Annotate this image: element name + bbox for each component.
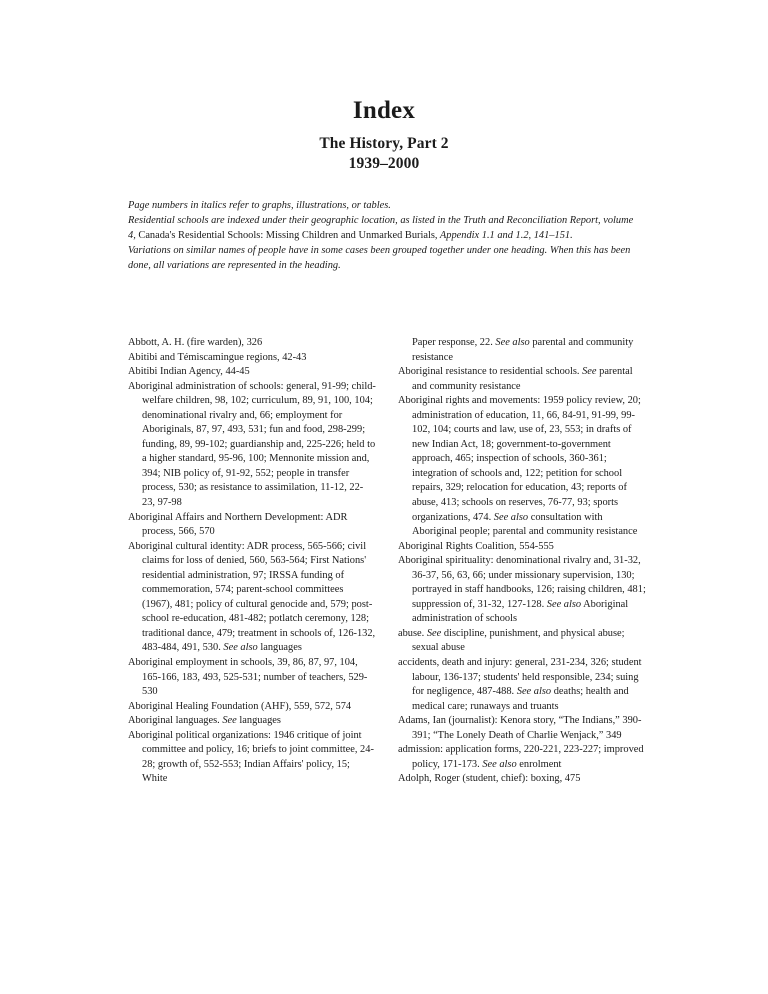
index-columns bbox=[0, 336, 768, 936]
cross-reference-marker: See also bbox=[223, 642, 258, 654]
index-entry-aboriginal-cultural-identity bbox=[128, 540, 376, 656]
index-entry-admission bbox=[398, 743, 646, 772]
index-entry-aboriginal-resistance-to-residential-schools bbox=[398, 365, 646, 394]
cross-reference-target: discipline, punishment, and physical abuse; sexual abuse bbox=[412, 627, 625, 654]
headnote bbox=[128, 198, 642, 273]
cross-reference-target: enrolment bbox=[516, 758, 562, 770]
entry-text: Aboriginal Rights Coalition, 554-555 bbox=[398, 540, 554, 552]
entry-text: Adolph, Roger (student, chief): boxing, 475 bbox=[398, 773, 581, 785]
index-entry-aboriginal-spirituality bbox=[398, 554, 646, 627]
headnote-part-c: Appendix 1.1 and 1.2, 141–151. bbox=[437, 230, 573, 242]
page-subtitle: The History, Part 2 bbox=[319, 135, 449, 152]
index-entry-aboriginal-affairs-northern-development bbox=[128, 511, 376, 540]
page-subtitle-years: 1939–2000 bbox=[348, 155, 420, 172]
entry-text: Adams, Ian (journalist): Kenora story, “The Indians,” 390-391; “The Lonely Death of Charlie Wenjack,” 349 bbox=[398, 715, 642, 741]
entry-text: Aboriginal Affairs and Northern Development: ADR process, 566, 570 bbox=[128, 511, 348, 538]
cross-reference-target: languages bbox=[257, 642, 302, 654]
headnote-line-variations: Variations on similar names of people have in some cases been grouped together under one heading. When this has been done, all variations are represented in the heading. bbox=[128, 245, 631, 272]
entry-text: Aboriginal rights and movements: 1959 policy review, 20; administration of education, 11, 66, 84-91, 91-99, 99-102, 104; courts and law, use of, 23, 553; in drafts of new Indian Act, 18; government-to-government approach, 465; inspection of schools, 360-361; integration of schools and, 122; petition for school repairs, 329; relocation for education, 43; reports of abuse, 413; schools on reserves, 76-77, 93; sports organizations, 474. bbox=[398, 395, 641, 523]
cross-reference-target: parental and community resistance bbox=[412, 366, 633, 392]
index-column-right bbox=[398, 336, 646, 787]
index-entry-accidents-death-and-injury bbox=[398, 656, 646, 714]
index-column-left bbox=[128, 336, 376, 787]
index-entry-abitibi-temiscamingue bbox=[128, 351, 376, 366]
cross-reference-marker: See also bbox=[516, 686, 552, 698]
cross-reference-marker: See bbox=[426, 627, 442, 639]
entry-text: admission: application forms, 220-221, 223-227; improved policy, 171-173. bbox=[398, 744, 644, 770]
cross-reference-target: languages bbox=[236, 715, 281, 727]
entry-text: Paper response, 22. bbox=[412, 337, 496, 348]
cross-reference-target: parental and community resistance bbox=[412, 337, 634, 363]
entry-text: Aboriginal administration of schools: general, 91-99; child-welfare children, 98, 102; curriculum, 89, 91, 100, 104; denominational rivalry and, 66; employment for Aboriginals, 87, 97, 493, 531; fun and food, 298-299; funding, 89, 99-102; guardianship and, 225-226; held to a higher standard, 95-96, 100; Mennonite mission and, 394; NIB policy of, 91-92, 552; people in transfer process, 530; as resistance to assimilation, 11-12, 22-23, 97-98 bbox=[128, 380, 376, 509]
entry-text: Aboriginal languages. bbox=[128, 715, 223, 727]
index-entry-abbott bbox=[128, 336, 376, 351]
index-entry-aboriginal-employment-in-schools bbox=[128, 656, 376, 700]
index-entry-abuse bbox=[398, 627, 646, 656]
index-entry-aboriginal-languages bbox=[128, 714, 376, 729]
cross-reference-target: deaths; health and medical care; runaways and truants bbox=[412, 686, 629, 712]
index-entry-aboriginal-rights-and-movements bbox=[398, 394, 646, 539]
entry-text: Abitibi and Témiscamingue regions, 42-43 bbox=[128, 351, 307, 363]
index-entry-abitibi-indian-agency bbox=[128, 365, 376, 380]
cross-reference-marker: See bbox=[222, 715, 237, 727]
cross-reference-marker: See also bbox=[482, 758, 517, 770]
index-entry-aboriginal-political-organizations-cont bbox=[398, 336, 646, 365]
index-entry-aboriginal-political-organizations bbox=[128, 729, 376, 787]
entry-text: Abbott, A. H. (fire warden), 326 bbox=[128, 337, 263, 348]
index-entry-aboriginal-administration-of-schools bbox=[128, 380, 376, 511]
cross-reference-target: Aboriginal administration of schools bbox=[412, 598, 629, 625]
entry-text: Aboriginal resistance to residential schools. bbox=[398, 366, 583, 378]
page-title: Index bbox=[352, 97, 416, 124]
entry-text: Aboriginal employment in schools, 39, 86, 87, 97, 104, 165-166, 183, 493, 525-531; number of teachers, 529-530 bbox=[128, 657, 368, 698]
cross-reference-marker: See also bbox=[495, 337, 530, 348]
cross-reference-marker: See bbox=[582, 366, 597, 378]
cross-reference-marker: See also bbox=[546, 598, 582, 610]
cross-reference-marker: See also bbox=[493, 511, 529, 523]
index-entry-adolph-roger bbox=[398, 772, 646, 787]
entry-text: Aboriginal cultural identity: ADR process, 565-566; civil claims for loss of denied, 560, 563-564; First Nations' residential administration, 97; IRSSA funding of commemoration, 574; parent-school committees (1967), 481; policy of cultural genocide and, 579; post-school re-education, 481-482; potlatch ceremony, 128; traditional dance, 479; treatment in schools of, 126-132, 483-484, 491, 530. bbox=[128, 540, 376, 654]
index-entry-adams-ian bbox=[398, 714, 646, 743]
entry-text: accidents, death and injury: general, 231-234, 326; student labour, 136-137; students' held responsible, 234; suing for negligence, 487-488. bbox=[398, 657, 642, 698]
entry-text: Aboriginal Healing Foundation (AHF), 559, 572, 574 bbox=[128, 700, 352, 712]
headnote-part-a: Residential schools are indexed under their geographic location, as listed in the Truth and Reconciliation Report, volume 4, bbox=[128, 215, 634, 242]
headnote-report-title: Canada's Residential Schools: Missing Children and Unmarked Burials, bbox=[138, 230, 438, 242]
entry-text: Abitibi Indian Agency, 44-45 bbox=[128, 366, 250, 378]
headnote-line-residential-schools bbox=[128, 213, 642, 243]
entry-text: Aboriginal spirituality: denominational rivalry and, 31-32, 36-37, 56, 63, 66; under missionary supervision, 130; portrayed in staff handbooks, 126; raising children, 481; suppression of, 31-32, 127-128. bbox=[398, 555, 646, 610]
cross-reference-target: consultation with Aboriginal people; parental and community resistance bbox=[412, 511, 638, 538]
headnote-line-italics-note: Page numbers in italics refer to graphs, illustrations, or tables. bbox=[128, 200, 391, 211]
index-entry-aboriginal-rights-coalition bbox=[398, 540, 646, 555]
index-entry-aboriginal-healing-foundation bbox=[128, 700, 376, 715]
entry-text: Aboriginal political organizations: 1946 critique of joint committee and policy, 16; briefs to joint committee, 24-28; growth of, 552-553; Indian Affairs' policy, 15; White bbox=[128, 729, 374, 785]
masthead bbox=[0, 96, 768, 174]
entry-text: abuse. bbox=[398, 627, 427, 639]
